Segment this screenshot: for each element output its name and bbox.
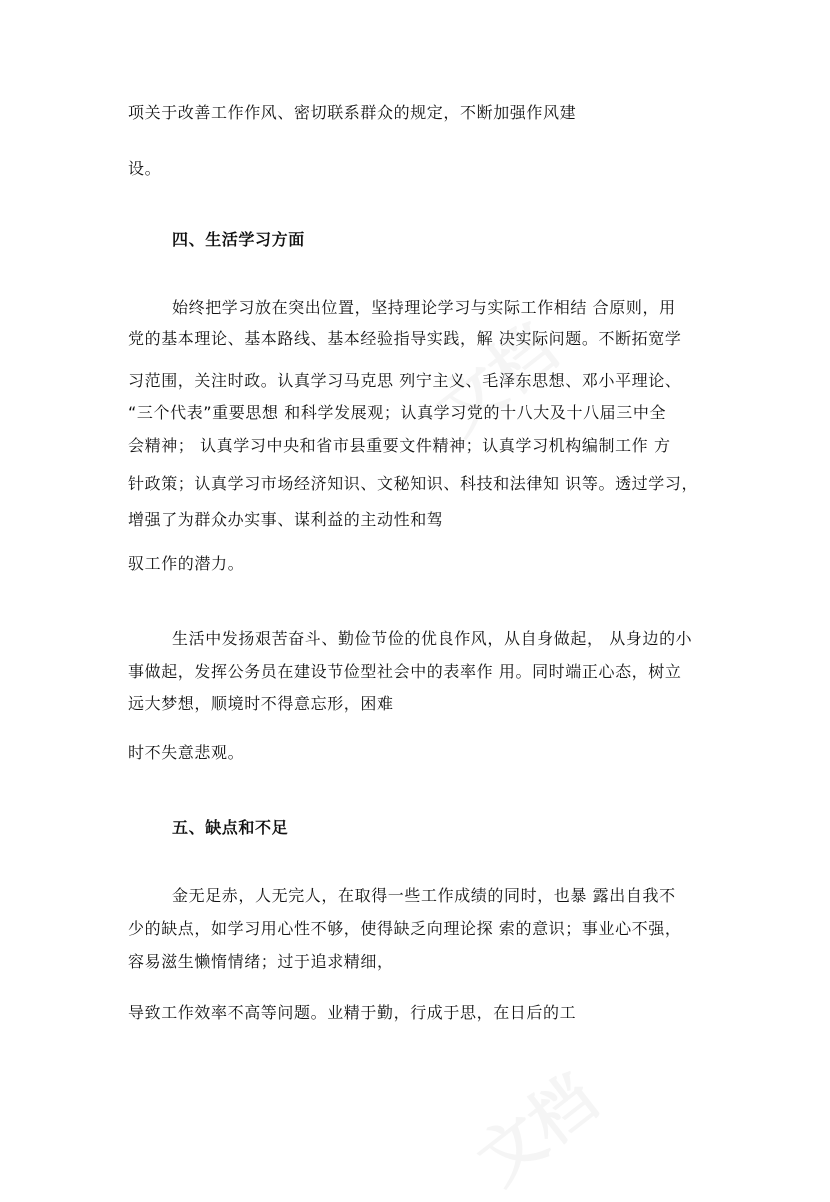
paragraph-line: 容易滋生懒惰情绪；过于追求精细， (128, 952, 394, 971)
paragraph-line: 党的基本理论、基本路线、基本经验指导实践，解 决实际问题。不断拓宽学 (128, 329, 682, 348)
watermark: 文档 (424, 312, 571, 450)
paragraph-line: 项关于改善工作作风、密切联系群众的规定，不断加强作风建 (128, 103, 577, 122)
paragraph-line: 金无足赤，人无完人，在取得一些工作成绩的同时，也暴 露出自我不 (172, 886, 676, 905)
paragraph-line: 少的缺点，如学习用心性不够，使得缺乏向理论探 索的意识；事业心不强， (128, 919, 682, 938)
watermark: 文档 (464, 1062, 611, 1200)
paragraph-line: 驭工作的潜力。 (128, 554, 245, 573)
paragraph-line: 设。 (128, 159, 162, 178)
paragraph-line: 始终把学习放在突出位置，坚持理论学习与实际工作相结 合原则，用 (172, 298, 676, 317)
paragraph-line: 事做起，发挥公务员在建设节俭型社会中的表率作 用。同时端正心态，树立 (128, 662, 682, 681)
paragraph-line: 针政策；认真学习市场经济知识、文秘知识、科技和法律知 识等。透过学习， (128, 474, 699, 493)
paragraph-line: 会精神； 认真学习中央和省市县重要文件精神；认真学习机构编制工作 方 (128, 436, 671, 455)
paragraph-line: “三个代表”重要思想 和科学发展观；认真学习党的十八大及十八届三中全 (128, 403, 667, 422)
paragraph-line: 习范围，关注时政。认真学习马克思 列宁主义、毛泽东思想、邓小平理论、 (128, 371, 682, 390)
paragraph-line: 远大梦想，顺境时不得意忘形，困难 (128, 694, 394, 713)
paragraph-line: 生活中发扬艰苦奋斗、勤俭节俭的优良作风，从自身做起， 从身边的小 (172, 629, 693, 648)
paragraph-line: 增强了为群众办实事、谋利益的主动性和驾 (128, 510, 444, 529)
paragraph-line: 导致工作效率不高等问题。业精于勤，行成于思，在日后的工 (128, 1003, 577, 1022)
paragraph-line: 时不失意悲观。 (128, 743, 245, 762)
section-heading-5: 五、缺点和不足 (172, 818, 289, 837)
section-heading-4: 四、生活学习方面 (172, 230, 305, 249)
